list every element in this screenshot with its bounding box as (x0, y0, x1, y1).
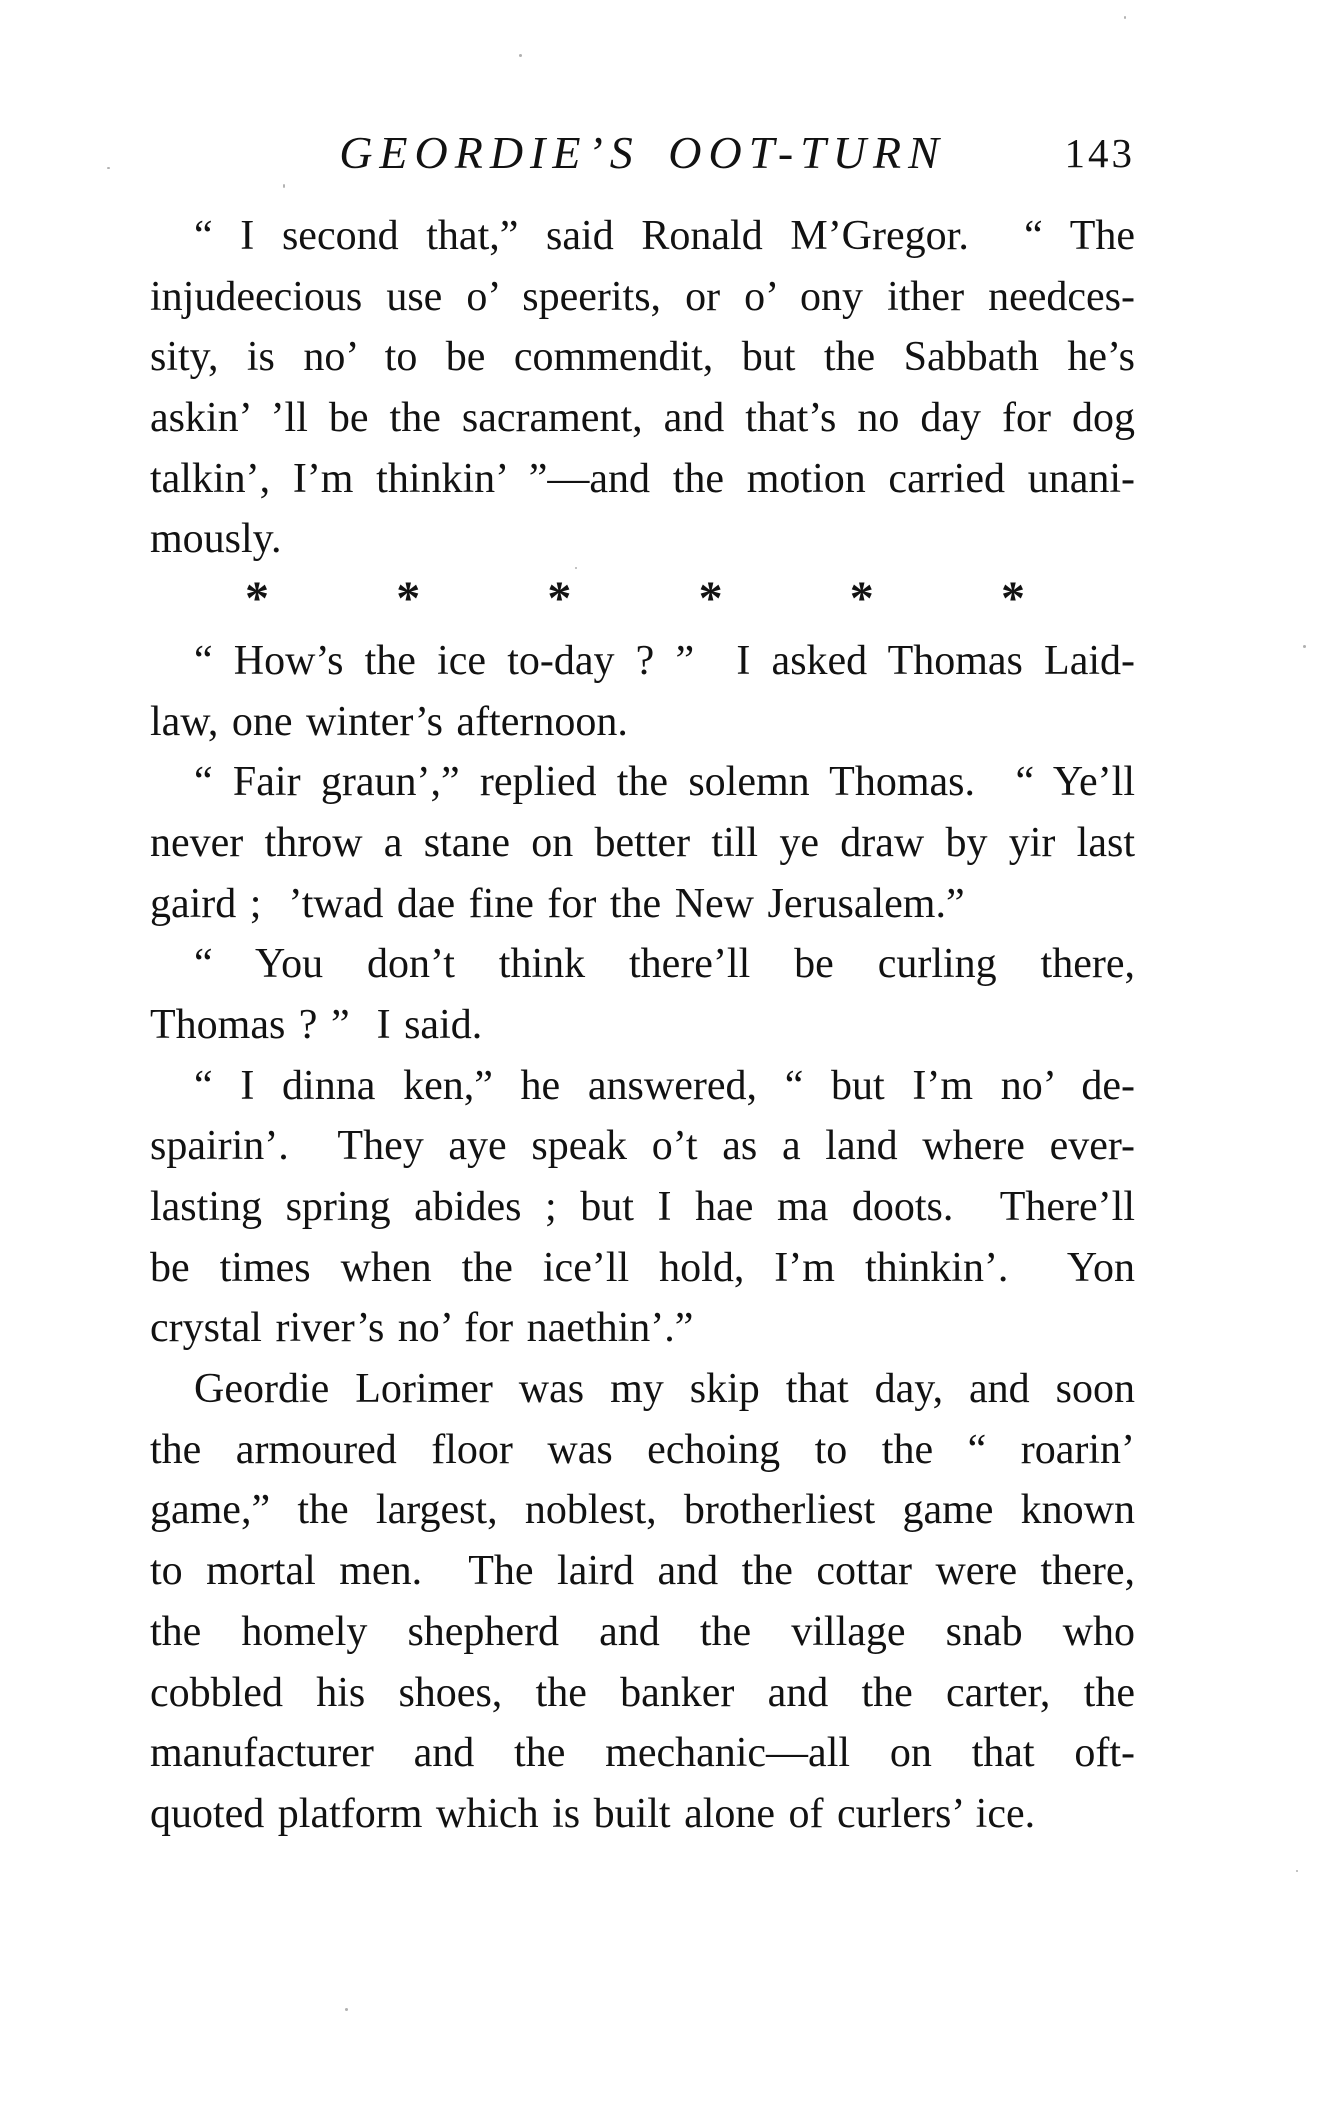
scan-speckle (1296, 1870, 1298, 1872)
scan-speckle (345, 2008, 348, 2011)
asterisk: * (1000, 572, 1025, 626)
text-line: game,” the largest, noblest, brotherliest game known (150, 1487, 1135, 1534)
text-line: “ You don’t think there’ll be curling there, (194, 941, 1135, 988)
page-header (150, 124, 1135, 182)
text-line: spairin’. They aye speak o’t as a land where ever- (150, 1123, 1135, 1170)
text-line: be times when the ice’ll hold, I’m thinkin’. Yon (150, 1244, 1135, 1291)
text-line: the armoured floor was echoing to the “ roarin’ (150, 1426, 1135, 1473)
running-title: GEORDIE’S OOT-TURN (339, 127, 946, 178)
text-line: quoted platform which is built alone of curlers’ ice. (150, 1790, 1036, 1837)
scan-speckle (283, 184, 285, 188)
paragraph (150, 752, 1135, 934)
paragraph (150, 1359, 1135, 1845)
text-line: to mortal men. The laird and the cottar were there, (150, 1548, 1135, 1595)
text-line: talkin’, I’m thinkin’ ”—and the motion carried unani- (150, 455, 1135, 502)
text-line: “ I second that,” said Ronald M’Gregor. “ The (194, 213, 1135, 259)
paragraph (150, 631, 1135, 752)
text-line: lasting spring abides ; but I hae ma doots. There’ll (150, 1184, 1135, 1230)
page-text (150, 206, 1135, 1845)
scan-speckle (575, 567, 577, 569)
paragraph (150, 1056, 1135, 1359)
paragraph (150, 934, 1135, 1055)
text-line: “ Fair graun’,” replied the solemn Thomas. “ Ye’ll (194, 759, 1135, 806)
text-line: crystal river’s no’ for naethin’.” (150, 1305, 694, 1352)
text-line: Geordie Lorimer was my skip that day, and soon (194, 1366, 1135, 1413)
text-line: “ How’s the ice to-day ? ” I asked Thomas Laid- (194, 637, 1135, 684)
text-line: never throw a stane on better till ye draw by yir last (150, 819, 1135, 866)
scan-speckle (1124, 16, 1126, 19)
scan-speckle (519, 54, 522, 57)
asterisk: * (849, 572, 874, 626)
text-line: gaird ; ’twad dae fine for the New Jerusalem.” (150, 880, 965, 927)
page-number: 143 (1064, 130, 1135, 176)
text-line: Thomas ? ” I said. (150, 1001, 483, 1048)
text-line: law, one winter’s afternoon. (150, 698, 628, 745)
text-line: the homely shepherd and the village snab who (150, 1608, 1135, 1655)
scan-speckle (107, 167, 110, 169)
text-line: askin’ ’ll be the sacrament, and that’s no day for dog (150, 395, 1135, 442)
text-line: cobbled his shoes, the banker and the carter, the (150, 1669, 1135, 1716)
text-line: injudeecious use o’ speerits, or o’ ony ither needces- (150, 273, 1135, 320)
text-line: manufacturer and the mechanic—all on that oft- (150, 1730, 1135, 1777)
paragraph (150, 206, 1135, 570)
asterisk: * (396, 572, 421, 626)
asterisk: * (245, 572, 269, 626)
asterisk: * (698, 572, 723, 626)
scan-speckle (1303, 645, 1306, 648)
text-line: mously. (150, 516, 282, 563)
asterisk-separator (150, 570, 1135, 631)
asterisk: * (547, 572, 572, 626)
text-line: “ I dinna ken,” he answered, “ but I’m no’ de- (194, 1062, 1135, 1109)
text-line: sity, is no’ to be commendit, but the Sabbath he’s (150, 334, 1135, 381)
